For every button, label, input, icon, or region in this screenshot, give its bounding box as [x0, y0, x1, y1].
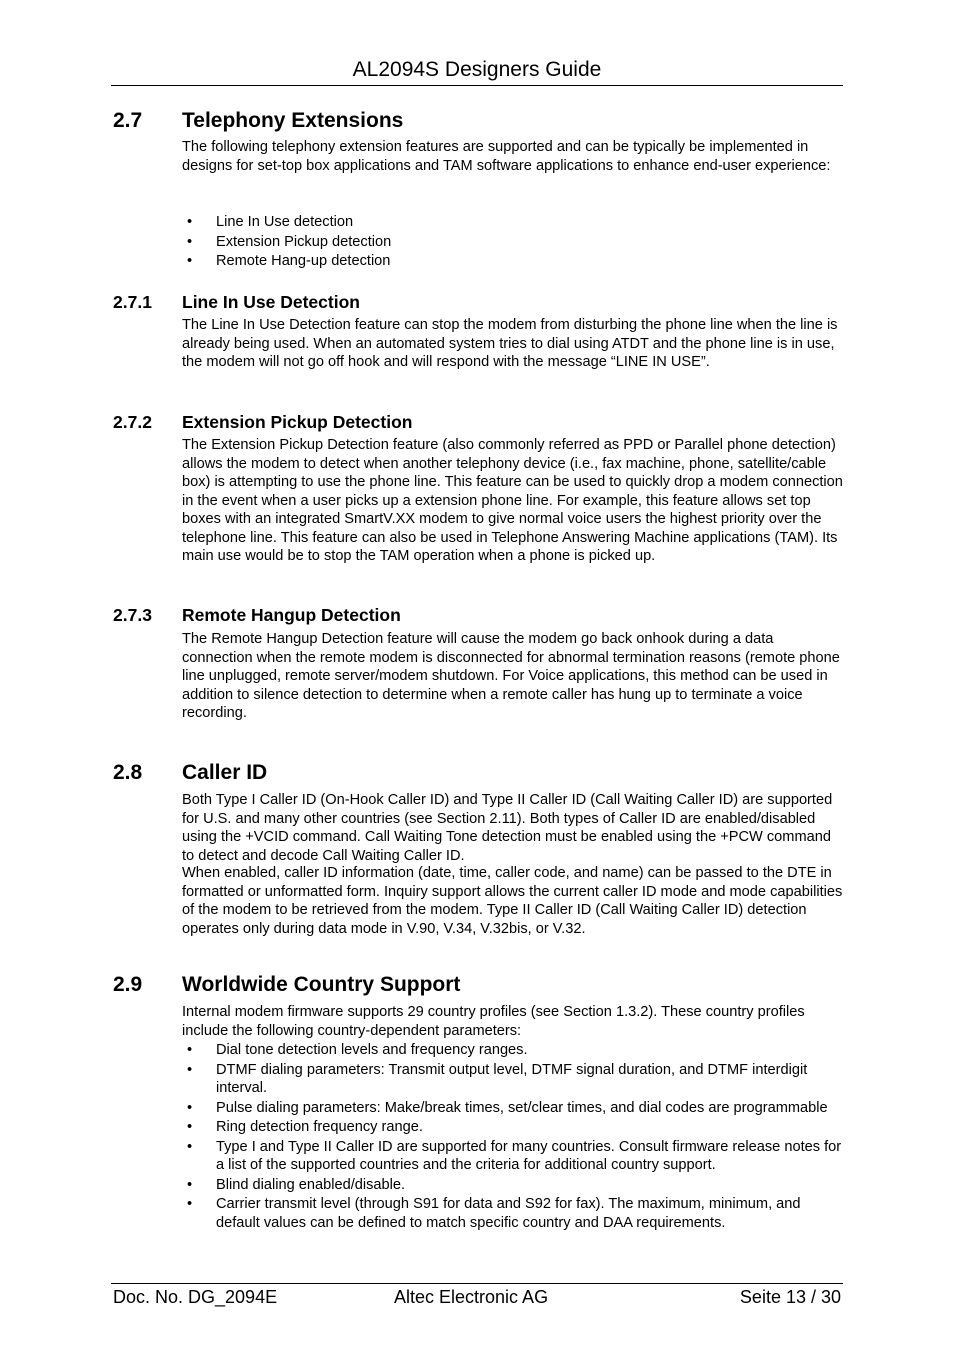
list-item: • Line In Use detection: [182, 213, 846, 232]
footer-rule: [111, 1283, 843, 1284]
section-2-7-bullet-list: [182, 213, 846, 272]
section-number: 2.7: [113, 109, 143, 132]
section-number: 2.7.1: [113, 292, 152, 312]
section-number: 2.7.2: [113, 412, 152, 432]
section-number: 2.9: [113, 973, 143, 996]
section-2-8-body-1: Both Type I Caller ID (On-Hook Caller ID) and Type II Caller ID (Call Waiting Caller ID) are supported for U.S. and many other countries (see Section 2.11). Both types of Caller ID are enabled/disabled using the +VCID command. Call Waiting Tone detection must be enabled using the +PCW command to detect and decode Call Waiting Caller ID.: [182, 792, 833, 864]
list-item: • Dial tone detection levels and frequency ranges.: [182, 1041, 846, 1060]
section-number: 2.7.3: [113, 605, 152, 625]
section-title: Caller ID: [182, 761, 268, 784]
list-item: • Blind dialing enabled/disable.: [182, 1176, 846, 1195]
section-number: 2.8: [113, 761, 143, 784]
list-item: • Remote Hang-up detection: [182, 252, 846, 271]
list-item: • Carrier transmit level (through S91 for data and S92 for fax). The maximum, minimum, and default values can be defined to match specific country and DAA requirements.: [182, 1195, 846, 1232]
footer-company: Altec Electronic AG: [394, 1287, 549, 1307]
section-2-9-intro: Internal modem firmware supports 29 country profiles (see Section 1.3.2). These country profiles include the following country-dependent parameters:: [182, 1004, 805, 1039]
list-item: • Type I and Type II Caller ID are supported for many countries. Consult firmware release notes for a list of the supported countries and the criteria for additional country support.: [182, 1138, 846, 1175]
section-title: Worldwide Country Support: [182, 973, 461, 996]
section-title: Line In Use Detection: [182, 292, 360, 312]
section-2-8-body-2: When enabled, caller ID information (date, time, caller code, and name) can be passed to the DTE in formatted or unformatted form. Inquiry support allows the current caller ID mode and mode capabilities of the modem to be retrieved from the modem. Type II Caller ID (Call Waiting Caller ID) detection operates only during data mode in V.90, V.34, V.32bis, or V.32.: [182, 865, 843, 937]
section-2-9-bullet-list: [182, 1041, 846, 1233]
section-2-7-intro: The following telephony extension features are supported and can be typically be implemented in designs for set-top box applications and TAM software applications to enhance end-user experience:: [182, 139, 831, 174]
footer-page-number: Seite 13 / 30: [739, 1287, 841, 1307]
page-header-title: AL2094S Designers Guide: [352, 58, 602, 81]
list-item: • Extension Pickup detection: [182, 233, 846, 252]
list-item: • DTMF dialing parameters: Transmit output level, DTMF signal duration, and DTMF interdigit interval.: [182, 1061, 846, 1098]
section-2-7-1-body: The Line In Use Detection feature can stop the modem from disturbing the phone line when the line is already being used. When an automated system tries to dial using ATDT and the phone line is in use, the modem will not go off hook and will respond with the message “LINE IN USE”.: [182, 317, 838, 370]
list-item: • Pulse dialing parameters: Make/break times, set/clear times, and dial codes are programmable: [182, 1099, 846, 1118]
section-2-7-3-body: The Remote Hangup Detection feature will cause the modem go back onhook during a data connection when the remote modem is disconnected for abnormal termination reasons (remote phone line unplugged, remote server/modem shutdown. For Voice applications, this method can be used in addition to silence detection to determine when a remote caller has hung up to terminate a voice recording.: [182, 631, 840, 721]
section-title: Telephony Extensions: [182, 109, 404, 132]
section-2-7-2-body: The Extension Pickup Detection feature (also commonly referred as PPD or Parallel phone detection) allows the modem to detect when another telephony device (i.e., fax machine, phone, satellite/cable box) is attempting to use the phone line. This feature can be used to quickly drop a modem connection in the event when a user picks up a extension phone line. For example, this feature allows set top boxes with an integrated SmartV.XX modem to give normal voice users the highest priority over the telephone line. This feature can also be used in Telephone Answering Machine applications (TAM). Its main use would be to stop the TAM operation when a phone is picked up.: [182, 437, 843, 564]
section-title: Remote Hangup Detection: [182, 605, 401, 625]
section-title: Extension Pickup Detection: [182, 412, 413, 432]
footer-document-number: Doc. No. DG_2094E: [113, 1287, 278, 1307]
header-rule: [111, 85, 843, 86]
list-item: • Ring detection frequency range.: [182, 1118, 846, 1137]
